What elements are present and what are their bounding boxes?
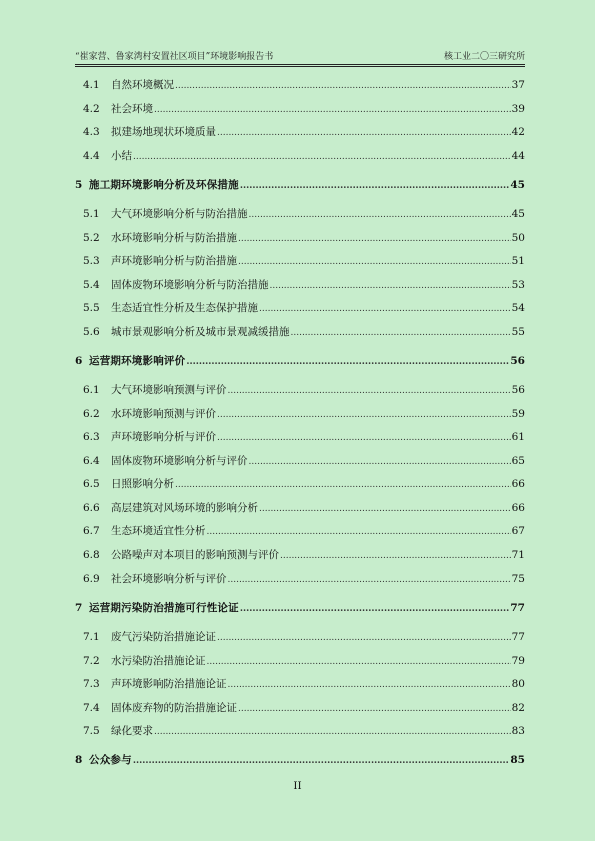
toc-leader-dots (249, 209, 511, 221)
toc-entry-page: 66 (511, 478, 525, 490)
toc-entry-page: 61 (511, 431, 525, 443)
toc-entry-number: 5.3 (83, 255, 100, 267)
toc-entry-page: 77 (511, 631, 525, 643)
toc-entry-title: 小结 (111, 150, 132, 162)
toc-leader-dots (207, 526, 511, 538)
toc-entry-number: 8 (75, 754, 83, 766)
toc-entry-title: 社会环境 (111, 103, 153, 115)
toc-entry-page: 37 (511, 79, 525, 91)
toc-leader-dots (228, 574, 511, 586)
toc-entry-page: 65 (511, 455, 525, 467)
toc-entry-title: 运营期环境影响评价 (89, 355, 186, 367)
toc-entry-number: 5.5 (83, 302, 100, 314)
toc-entry-number: 6.2 (83, 408, 100, 420)
toc-entry-page: 67 (511, 525, 525, 537)
toc-section-entry[interactable] (75, 147, 525, 163)
toc-entry-number: 5.1 (83, 208, 100, 220)
toc-chapter-entry[interactable] (75, 599, 525, 615)
toc-entry-title: 声环境影响防治措施论证 (111, 678, 227, 690)
toc-leader-dots (249, 456, 511, 468)
toc-entry-title: 声环境影响分析与防治措施 (111, 255, 237, 267)
toc-leader-dots (133, 151, 511, 163)
toc-chapter-entry[interactable] (75, 176, 525, 192)
toc-entry-page: 75 (511, 573, 525, 585)
toc-section-entry[interactable] (75, 229, 525, 245)
toc-entry-page: 45 (511, 208, 525, 220)
toc-entry-title: 公路噪声对本项目的影响预测与评价 (111, 549, 279, 561)
toc-leader-dots (240, 603, 510, 615)
toc-entry-page: 45 (510, 179, 525, 191)
toc-section-entry[interactable] (75, 299, 525, 315)
toc-entry-number: 4.2 (83, 103, 100, 115)
toc-section-entry[interactable] (75, 722, 525, 738)
toc-section-entry[interactable] (75, 546, 525, 562)
toc-section-entry[interactable] (75, 123, 525, 139)
toc-leader-dots (280, 550, 511, 562)
toc-entry-number: 5 (75, 179, 83, 191)
toc-leader-dots (217, 127, 511, 139)
toc-entry-number: 6.1 (83, 384, 100, 396)
toc-entry-page: 54 (511, 302, 525, 314)
toc-entry-title: 运营期污染防治措施可行性论证 (89, 602, 239, 614)
toc-leader-dots (154, 104, 511, 116)
toc-entry-number: 5.6 (83, 326, 100, 338)
toc-leader-dots (207, 656, 511, 668)
toc-entry-page: 71 (511, 549, 525, 561)
toc-entry-page: 85 (510, 754, 525, 766)
toc-entry-page: 83 (511, 725, 525, 737)
toc-entry-number: 4.1 (83, 79, 100, 91)
toc-chapter-entry[interactable] (75, 751, 525, 767)
toc-entry-title: 社会环境影响分析与评价 (111, 573, 227, 585)
toc-leader-dots (154, 726, 511, 738)
toc-entry-title: 城市景观影响分析及城市景观减缓措施 (111, 326, 290, 338)
toc-entry-page: 66 (511, 502, 525, 514)
toc-entry-page: 77 (510, 602, 525, 614)
toc-section-entry[interactable] (75, 675, 525, 691)
toc-section-entry[interactable] (75, 522, 525, 538)
toc-leader-dots (238, 233, 511, 245)
toc-entry-title: 水环境影响分析与防治措施 (111, 232, 237, 244)
toc-section-entry[interactable] (75, 323, 525, 339)
toc-section-entry[interactable] (75, 652, 525, 668)
header-organization: 核工业二〇三研究所 (443, 52, 525, 62)
toc-entry-number: 6 (75, 355, 83, 367)
toc-entry-page: 80 (511, 678, 525, 690)
toc-leader-dots (259, 503, 511, 515)
toc-entry-title: 拟建场地现状环境质量 (111, 126, 216, 138)
toc-entry-number: 6.4 (83, 455, 100, 467)
toc-entry-number: 7.5 (83, 725, 100, 737)
toc-entry-title: 废气污染防治措施论证 (111, 631, 216, 643)
toc-entry-page: 50 (511, 232, 525, 244)
toc-section-entry[interactable] (75, 405, 525, 421)
toc-leader-dots (228, 679, 511, 691)
toc-chapter-entry[interactable] (75, 352, 525, 368)
toc-entry-title: 公众参与 (89, 754, 132, 766)
toc-leader-dots (238, 703, 511, 715)
toc-entry-page: 82 (511, 702, 525, 714)
toc-leader-dots (217, 632, 511, 644)
toc-entry-title: 大气环境影响预测与评价 (111, 384, 227, 396)
toc-section-entry[interactable] (75, 205, 525, 221)
toc-leader-dots (175, 479, 511, 491)
toc-leader-dots (240, 180, 510, 192)
toc-leader-dots (259, 303, 511, 315)
toc-entry-page: 79 (511, 655, 525, 667)
toc-entry-page: 56 (511, 384, 525, 396)
toc-entry-title: 固体废物环境影响分析与评价 (111, 455, 248, 467)
toc-section-entry[interactable] (75, 381, 525, 397)
toc-section-entry[interactable] (75, 428, 525, 444)
toc-leader-dots (217, 409, 511, 421)
toc-entry-number: 5.4 (83, 279, 100, 291)
toc-section-entry[interactable] (75, 76, 525, 92)
toc-entry-title: 生态适宜性分析及生态保护措施 (111, 302, 258, 314)
toc-entry-page: 39 (511, 103, 525, 115)
toc-entry-number: 5.2 (83, 232, 100, 244)
toc-leader-dots (291, 327, 511, 339)
toc-leader-dots (217, 432, 511, 444)
toc-entry-page: 56 (510, 355, 525, 367)
toc-leader-dots (228, 385, 511, 397)
toc-section-entry[interactable] (75, 570, 525, 586)
toc-entry-number: 6.7 (83, 525, 100, 537)
toc-entry-page: 53 (511, 279, 525, 291)
toc-entry-title: 水污染防治措施论证 (111, 655, 206, 667)
toc-entry-title: 水环境影响预测与评价 (111, 408, 216, 420)
toc-entry-title: 高层建筑对风场环境的影响分析 (111, 502, 258, 514)
toc-section-entry[interactable] (75, 699, 525, 715)
toc-section-entry[interactable] (75, 628, 525, 644)
toc-entry-number: 6.9 (83, 573, 100, 585)
toc-entry-title: 日照影响分析 (111, 478, 174, 490)
toc-leader-dots (238, 256, 511, 268)
toc-entry-number: 6.6 (83, 502, 100, 514)
toc-entry-number: 7.4 (83, 702, 100, 714)
toc-section-entry[interactable] (75, 276, 525, 292)
toc-entry-page: 55 (511, 326, 525, 338)
toc-leader-dots (175, 80, 511, 92)
toc-entry-number: 4.3 (83, 126, 100, 138)
toc-entry-title: 生态环境适宜性分析 (111, 525, 206, 537)
toc-entry-title: 固体废弃物的防治措施论证 (111, 702, 237, 714)
toc-entry-page: 44 (511, 150, 525, 162)
toc-leader-dots (133, 755, 510, 767)
page-number: II (293, 780, 302, 792)
toc-entry-number: 4.4 (83, 150, 100, 162)
toc-section-entry[interactable] (75, 499, 525, 515)
toc-entry-number: 6.8 (83, 549, 100, 561)
toc-entry-number: 6.5 (83, 478, 100, 490)
toc-section-entry[interactable] (75, 452, 525, 468)
toc-entry-number: 7.1 (83, 631, 100, 643)
toc-entry-page: 59 (511, 408, 525, 420)
toc-section-entry[interactable] (75, 475, 525, 491)
toc-entry-number: 6.3 (83, 431, 100, 443)
toc-leader-dots (270, 280, 511, 292)
toc-entry-page: 42 (511, 126, 525, 138)
toc-entry-title: 施工期环境影响分析及环保措施 (89, 179, 239, 191)
toc-entry-title: 大气环境影响分析与防治措施 (111, 208, 248, 220)
toc-entry-title: 绿化要求 (111, 725, 153, 737)
toc-section-entry[interactable] (75, 252, 525, 268)
toc-section-entry[interactable] (75, 100, 525, 116)
toc-entry-number: 7 (75, 602, 83, 614)
header-document-title: “崔家营、鲁家湾村安置社区项目”环境影响报告书 (75, 52, 274, 62)
toc-entry-title: 固体废物环境影响分析与防治措施 (111, 279, 269, 291)
toc-entry-title: 自然环境概况 (111, 79, 174, 91)
toc-entry-page: 51 (511, 255, 525, 267)
toc-leader-dots (186, 356, 509, 368)
toc-entry-number: 7.2 (83, 655, 100, 667)
toc-entry-number: 7.3 (83, 678, 100, 690)
toc-entry-title: 声环境影响分析与评价 (111, 431, 216, 443)
